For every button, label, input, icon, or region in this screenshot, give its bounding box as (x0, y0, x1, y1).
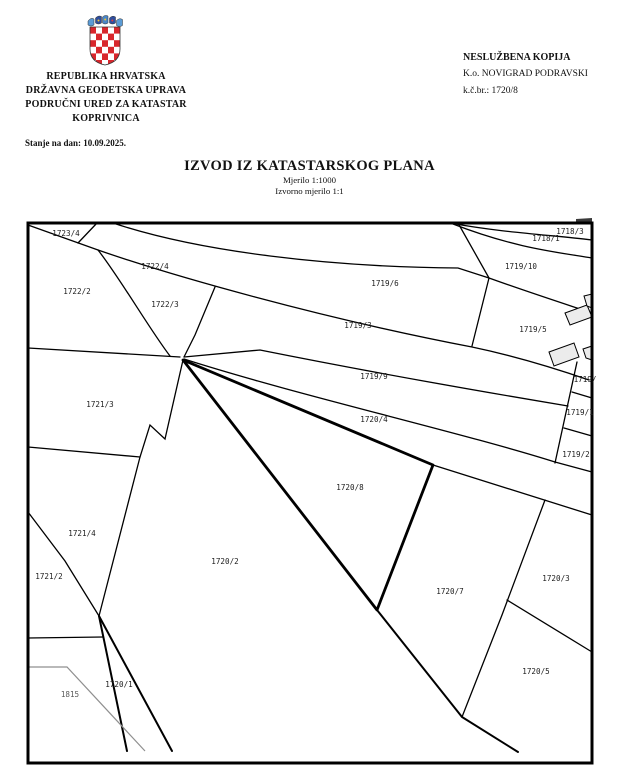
parcel-label: 1815 (60, 690, 80, 699)
parcel-label: 1719/ (573, 375, 597, 384)
org-line-country: REPUBLIKA HRVATSKA (46, 71, 166, 82)
building-2 (549, 343, 579, 366)
building-1 (565, 305, 592, 325)
parcel-label: 1720/3 (542, 574, 570, 583)
parcel-label: 1720/1 (105, 680, 133, 689)
parcel-labels-layer (35, 227, 596, 699)
parcel-reference: k.č.br.: 1720/8 (463, 86, 518, 96)
status-date: Stanje na dan: 10.09.2025. (25, 138, 127, 148)
org-line-city: KOPRIVNICA (72, 113, 140, 124)
parcel-boundaries (28, 223, 592, 752)
parcel-label: 1722/2 (63, 287, 91, 296)
parcel-label: 1719/5 (519, 325, 547, 334)
parcel-label: 1719/2 (562, 450, 590, 459)
subject-parcel-outline (183, 360, 433, 610)
parcel-label: 1719/9 (360, 372, 388, 381)
parcel-label: 1720/8 (336, 483, 364, 492)
parcel-label: 1718/3 (556, 227, 584, 236)
cadastral-municipality: K.o. NOVIGRAD PODRAVSKI (463, 69, 588, 79)
org-line-office: PODRUČNI URED ZA KATASTAR (25, 99, 187, 110)
parcel-label: 1719/10 (504, 262, 538, 271)
org-line-agency: DRŽAVNA GEODETSKA UPRAVA (25, 85, 187, 96)
source-scale-label: Izvorno mjerilo 1:1 (275, 186, 344, 196)
parcel-label: 1721/3 (86, 400, 114, 409)
parcel-label: 1720/5 (522, 667, 550, 676)
parcel-label: 1719/1 (566, 408, 594, 417)
parcel-label: 1719/6 (371, 279, 399, 288)
parcel-label: 1720/2 (211, 557, 239, 566)
building-footprints (549, 294, 592, 366)
copy-type-label: NESLUŽBENA KOPIJA (463, 52, 571, 63)
parcel-label: 1719/3 (344, 321, 372, 330)
parcel-label: 1722/3 (151, 300, 179, 309)
parcel-label: 1720/7 (436, 587, 464, 596)
parcel-label: 1718/1 (532, 234, 560, 243)
scale-label: Mjerilo 1:1000 (282, 175, 337, 185)
document-title: IZVOD IZ KATASTARSKOG PLANA (184, 158, 435, 174)
parcel-label: 1721/2 (35, 572, 63, 581)
parcel-label: 1721/4 (68, 529, 96, 538)
parcel-label: 1723/4 (52, 229, 80, 238)
parcel-label: 1720/4 (360, 415, 388, 424)
parcel-label: 1722/4 (141, 262, 169, 271)
